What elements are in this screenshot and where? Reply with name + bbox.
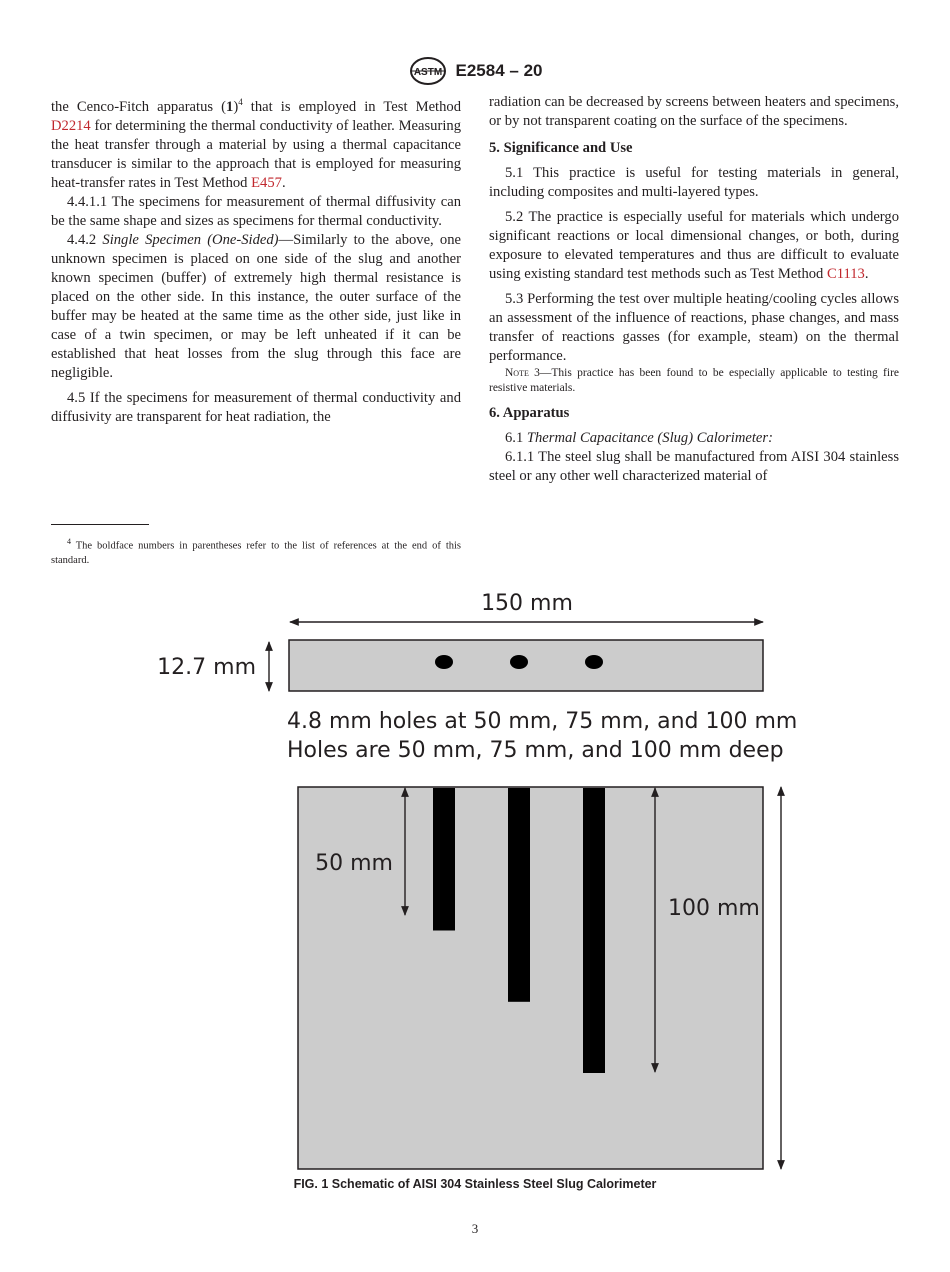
section-5-heading: 5. Significance and Use	[489, 140, 633, 156]
footnote-rule	[51, 524, 149, 525]
thickness-label: 12.7 mm	[157, 655, 256, 680]
slug-calorimeter-figure	[0, 580, 950, 1200]
side-hole-1	[433, 788, 455, 931]
paragraph-4-5-cont: radiation can be decreased by screens between heaters and specimens, or by not transparent coating on the surface of the specimens.	[489, 94, 899, 129]
side-hole-3	[583, 788, 605, 1073]
depth-100-label: 100 mm	[668, 896, 760, 921]
figure-caption: FIG. 1 Schematic of AISI 304 Stainless Steel Slug Calorimeter	[293, 1177, 657, 1191]
depth-50-label: 50 mm	[315, 851, 393, 876]
svg-text:ASTM: ASTM	[413, 67, 442, 78]
footnote-4: $^4$ The boldface numbers in parentheses refer to the list of references at the end of this standard.	[51, 537, 461, 566]
astm-logo-icon	[408, 56, 448, 86]
page-header	[0, 56, 950, 86]
paragraph-4-4-1-1: 4.4.1.1 The specimens for measurement of thermal diffusivity can be the same shape and sizes as specimens for thermal conductivity.	[51, 193, 461, 229]
paragraph-5-1: 5.1 This practice is useful for testing materials in general, including composites and multi-layered types.	[489, 165, 899, 200]
paragraph-6-1: 6.1 Thermal Capacitance (Slug) Calorimeter:	[505, 430, 773, 446]
left-column	[51, 93, 461, 427]
top-hole-3	[585, 655, 603, 669]
paragraph-6-1-1: 6.1.1 The steel slug shall be manufactured from AISI 304 stainless steel or any other well characterized material of	[489, 449, 899, 484]
paragraph-4-5: 4.5 If the specimens for measurement of thermal conductivity and diffusivity are transparent for heat radiation, the	[51, 389, 461, 425]
note-3: Note 3—This practice has been found to be especially applicable to testing fire resistive materials.	[489, 367, 899, 394]
link-e457[interactable]: E457	[251, 174, 282, 191]
holes-description-line2: Holes are 50 mm, 75 mm, and 100 mm deep	[287, 738, 784, 763]
width-label: 150 mm	[481, 591, 573, 616]
paragraph-4-4-1-cont: the Cenco-Fitch apparatus $(1)^4$ that is employed in Test Method D2214 for determining the thermal conductivity of leather. Measuring the heat transfer through a material by using a thermal capacitance transducer is similar to the approach that is employed for measuring heat-transfer rates in Test Method E457.	[51, 97, 461, 191]
top-hole-1	[435, 655, 453, 669]
standard-designation: E2584 – 20	[455, 61, 543, 80]
page-number: 3	[471, 1221, 479, 1236]
top-hole-2	[510, 655, 528, 669]
holes-description-line1: 4.8 mm holes at 50 mm, 75 mm, and 100 mm	[287, 709, 798, 734]
section-6-heading: 6. Apparatus	[489, 405, 570, 421]
link-d2214[interactable]: D2214	[51, 117, 91, 134]
slug-side-view	[298, 787, 763, 1169]
paragraph-5-3: 5.3 Performing the test over multiple heating/cooling cycles allows an assessment of the influence of reactions, phase changes, and mass transfer of reactions gasses (for example, steam) on the thermal performance.	[489, 291, 899, 364]
reference-number[interactable]: 1	[226, 98, 234, 115]
link-c1113[interactable]: C1113	[826, 266, 865, 282]
right-column	[489, 93, 899, 486]
footnote-marker[interactable]: 4	[238, 97, 243, 107]
paragraph-5-2: 5.2 The practice is especially useful for materials which undergo significant reactions or local dimensional changes, or both, during exposure to elevated temperatures and thus are difficult to evaluate using existing standard test methods such as Test Method C1113.	[489, 209, 899, 282]
paragraph-4-4-2: 4.4.2 Single Specimen (One-Sided)—Similarly to the above, one unknown specimen is placed on one side of the slug and another known specimen (buffer) of extremely high thermal resistance is placed on the other side. In this instance, the outer surface of the buffer may be heated at the same time as the other side, just like in case of a twin specimen, or may be left unheated if it can be established that heat losses from the slug through this face are negligible.	[51, 231, 461, 381]
side-hole-2	[508, 788, 530, 1002]
